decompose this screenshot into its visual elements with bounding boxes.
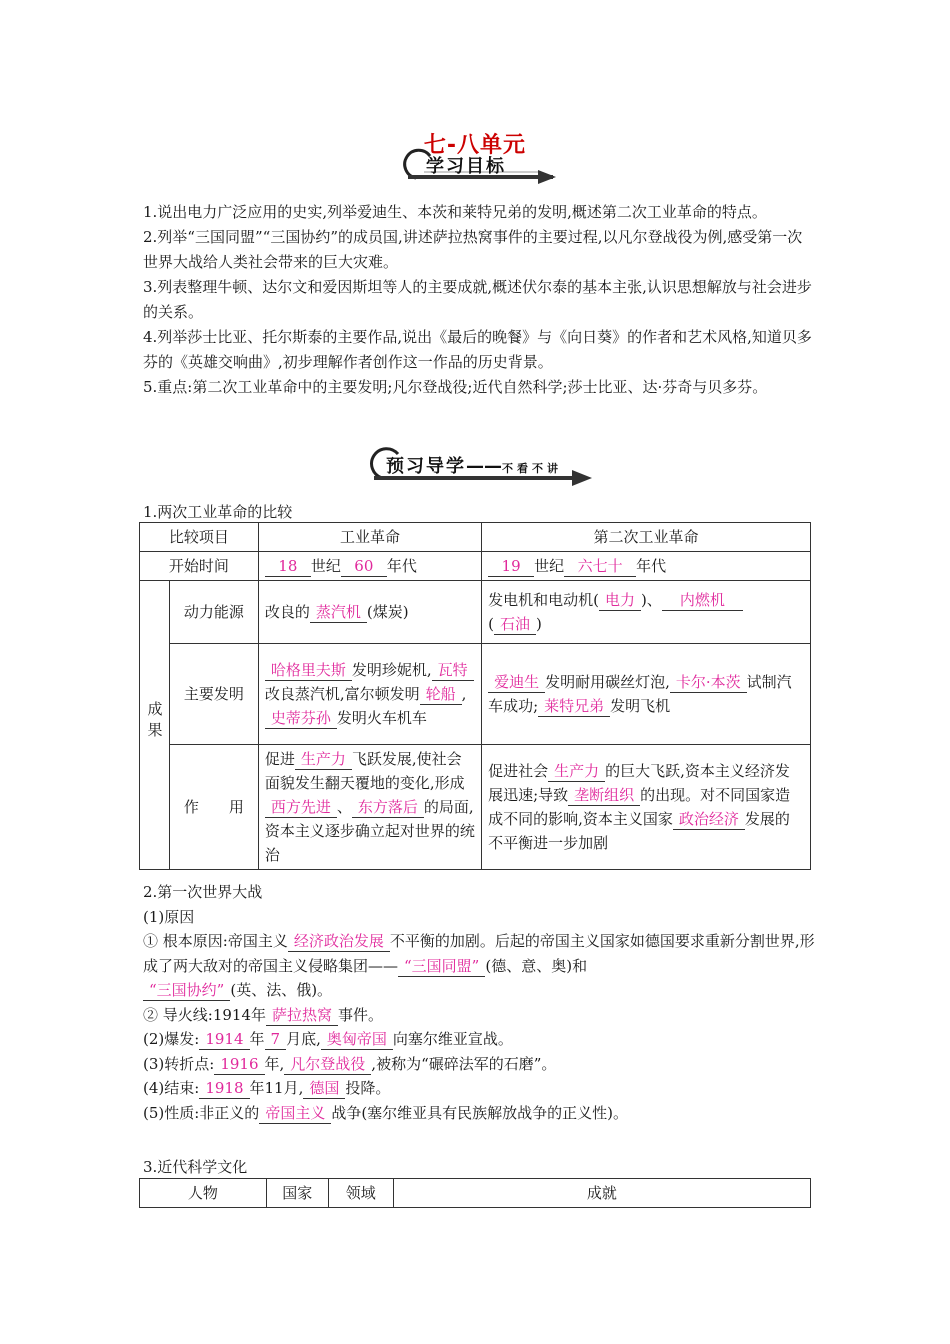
banner-preview (364, 446, 594, 486)
answer: 60 (341, 556, 387, 577)
answer: 19 (488, 556, 534, 577)
answer: 蒸汽机 (310, 602, 367, 623)
table-cell (482, 581, 811, 644)
cell-text: 促进 (264, 750, 295, 768)
answer: 卡尔·本茨 (670, 672, 747, 693)
table-row (140, 644, 811, 745)
answer: 内燃机 (662, 590, 743, 611)
answer: 生产力 (548, 761, 605, 782)
text: 战争(塞尔维亚具有民族解放战争的正义性)。 (331, 1103, 629, 1122)
header-cell: 成就 (393, 1179, 810, 1208)
text: (5)性质:非正义的 (143, 1103, 260, 1122)
goal-item: 5.重点:第二次工业革命中的主要发明;凡尔登战役;近代自然科学;莎士比亚、达·芬奇与贝多芬。 (143, 378, 768, 396)
answer: 瓦特 (432, 660, 474, 681)
banner-label (386, 452, 562, 478)
cell-text: 飞跃发展,使社会面貌发生翻天覆地的变化,形成 (264, 750, 465, 792)
goal-item: 3.列表整理牛顿、达尔文和爱因斯坦等人的主要成就,概述伏尔泰的基本主张,认识思想解放与社会进步的关系。 (143, 278, 812, 321)
paragraph (143, 1076, 823, 1101)
row-label: 作 用 (169, 745, 258, 870)
page-title: 七-八单元 (423, 133, 527, 158)
group-label (140, 581, 170, 870)
comparison-table (139, 522, 811, 870)
answer: 西方先进 (265, 797, 337, 818)
ww1-section (143, 880, 823, 1125)
cell-text: 世纪 (310, 557, 341, 575)
text: (英、法、俄)。 (230, 981, 333, 999)
answer: 电力 (599, 590, 641, 611)
goal-item: 1.说出电力广泛应用的史实,列举爱迪生、本茨和莱特兄弟的发明,概述第二次工业革命的特点。 (143, 203, 767, 221)
text: 向塞尔维亚宣战。 (392, 1030, 513, 1048)
section-title: 2.第一次世界大战 (143, 883, 263, 901)
answer: 帝国主义 (259, 1103, 331, 1124)
text: 投降。 (345, 1079, 391, 1097)
banner-label: 学习目标 (426, 156, 506, 177)
answer: 德国 (303, 1078, 345, 1099)
science-table (139, 1178, 811, 1208)
table-row (140, 552, 811, 581)
header-cell: 领域 (328, 1179, 393, 1208)
text: 年11月, (249, 1079, 304, 1097)
answer: 萨拉热窝 (266, 1005, 338, 1026)
goal-item: 2.列举“三国同盟”“三国协约”的成员国,讲述萨拉热窝事件的主要过程,以凡尔登战役为例,感受第一次世界大战给人类社会带来的巨大灾难。 (143, 228, 803, 271)
header-cell: 第二次工业革命 (482, 523, 811, 552)
answer: 政治经济 (673, 809, 745, 830)
answer: 东方落后 (352, 797, 424, 818)
cell-text: 发展的不平衡进一步加剧 (488, 810, 790, 852)
cell-text: ) (535, 615, 542, 633)
cell-text: 试制汽车成功; (488, 673, 792, 715)
text: 不平衡的加剧。后起的帝国主义国家如德国要求重新分割世界,形成了两大敌对的帝国主义侵略集团—— (143, 932, 815, 975)
answer: “三国协约” (143, 980, 230, 1001)
answer: 奥匈帝国 (321, 1029, 393, 1050)
goals-list (143, 200, 813, 400)
answer: 经济政治发展 (288, 931, 390, 952)
row-label: 主要发明 (169, 644, 258, 745)
text: (德、意、奥)和 (485, 956, 588, 975)
banner-sub: 不看不讲 (502, 462, 562, 475)
cell-text: 发明飞机 (610, 697, 671, 715)
paragraph (143, 1027, 823, 1052)
text: ① 根本原因:帝国主义 (143, 932, 288, 950)
cell-text: (煤炭) (366, 603, 409, 621)
header-cell: 工业革命 (258, 523, 481, 552)
table-header-row (140, 523, 811, 552)
group-text: 成果 (145, 700, 164, 743)
row-label: 开始时间 (140, 552, 259, 581)
cell-text: 的局面,资本主义逐步确立起对世界的统治 (264, 798, 475, 864)
table-header-row (140, 1179, 811, 1208)
answer: 18 (265, 556, 311, 577)
answer: 垄断组织 (568, 785, 640, 806)
header-cell: 比较项目 (140, 523, 259, 552)
paragraph (143, 1052, 823, 1077)
goal-item: 4.列举莎士比亚、托尔斯泰的主要作品,说出《最后的晚餐》与《向日葵》的作者和艺术风格,知道贝多芬的《英雄交响曲》,初步理解作者创作这一作品的历史背景。 (143, 328, 812, 371)
paragraph (143, 1003, 823, 1028)
cell-text: , (461, 685, 467, 703)
cell-text: ( (488, 615, 494, 633)
table-cell (482, 644, 811, 745)
cell-text: 改良蒸汽机,富尔顿发明 (264, 685, 420, 703)
table-cell (482, 745, 811, 870)
answer: 爱迪生 (488, 672, 545, 693)
paragraph (143, 929, 823, 1003)
cell-text: 改良的 (264, 603, 310, 621)
cell-text: 、 (336, 798, 352, 816)
answer: 1914 (199, 1029, 249, 1050)
answer: 7 (265, 1029, 287, 1050)
cell-text: 的出现。对不同国家造成不同的影响,资本主义国家 (488, 786, 791, 828)
text: 事件。 (338, 1005, 384, 1024)
cell-text: 年代 (636, 557, 667, 575)
answer: 1916 (214, 1054, 264, 1075)
cell-text: 的巨大飞跃,资本主义经济发展迅速;导致 (488, 762, 790, 804)
row-label: 动力能源 (169, 581, 258, 644)
table-row (140, 745, 811, 870)
header-cell: 国家 (266, 1179, 328, 1208)
text: 年 (249, 1030, 265, 1048)
sub-title: (1)原因 (143, 907, 195, 926)
cell-text: 发明耐用碳丝灯泡, (545, 673, 670, 691)
section-title: 3.近代科学文化 (143, 1158, 248, 1176)
table-cell (258, 644, 481, 745)
answer: 凡尔登战役 (284, 1054, 371, 1075)
table-cell (258, 581, 481, 644)
answer: 1918 (199, 1078, 249, 1099)
banner-main: 预习导学 (386, 456, 466, 477)
banner-study-goals (398, 148, 558, 184)
paragraph (143, 1101, 823, 1126)
cell-text: 年代 (386, 557, 417, 575)
answer: “三国同盟” (398, 956, 485, 977)
table-row (140, 581, 811, 644)
cell-text: 世纪 (534, 557, 565, 575)
answer: 六七十 (564, 556, 636, 577)
banner-dash: —— (466, 456, 502, 477)
section-title: 1.两次工业革命的比较 (143, 503, 293, 521)
text: 年, (264, 1054, 285, 1073)
answer: 轮船 (420, 684, 462, 705)
text: ,被称为“碾碎法军的石磨”。 (371, 1054, 557, 1073)
table-cell (482, 552, 811, 581)
text: (4)结束: (143, 1079, 200, 1097)
text: ② 导火线:1914年 (143, 1005, 266, 1024)
answer: 莱特兄弟 (538, 696, 610, 717)
cell-text: 发明火车机车 (336, 709, 427, 727)
text: 月底, (286, 1030, 321, 1048)
text: (3)转折点: (143, 1054, 215, 1073)
cell-text: 发明珍妮机, (351, 661, 432, 679)
answer: 石油 (494, 614, 536, 635)
header-cell: 人物 (140, 1179, 267, 1208)
answer: 史蒂芬孙 (265, 708, 337, 729)
cell-text: 发电机和电动机( (488, 591, 599, 609)
cell-text: )、 (640, 591, 662, 609)
answer: 哈格里夫斯 (265, 660, 352, 681)
cell-text: 促进社会 (488, 762, 549, 780)
table-cell (258, 552, 481, 581)
text: (2)爆发: (143, 1030, 200, 1048)
table-cell (258, 745, 481, 870)
answer: 生产力 (295, 749, 352, 770)
